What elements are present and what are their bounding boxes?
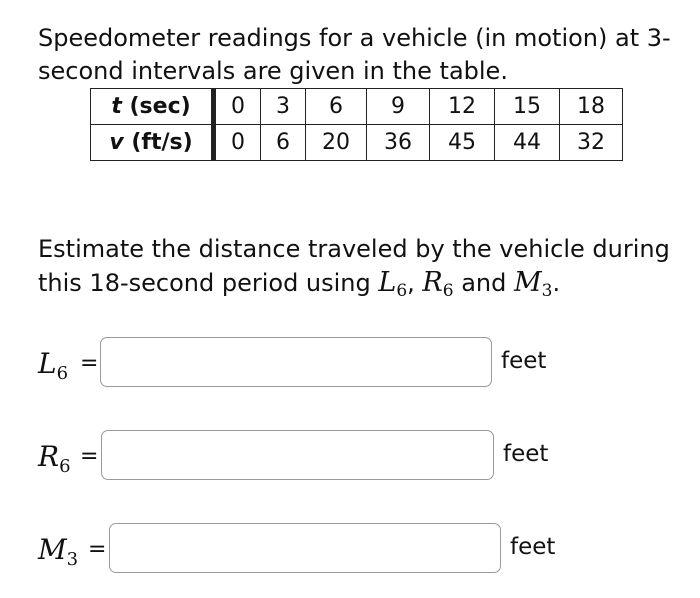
question-lead: Estimate the distance traveled by the vehicle during this 18-second period using xyxy=(38,235,670,297)
symbol-letter: M xyxy=(514,267,542,298)
question-period: . xyxy=(552,269,561,297)
symbol-subscript: 6 xyxy=(396,281,408,301)
velocity-unit: (ft/s) xyxy=(123,130,193,155)
m3-answer-input[interactable] xyxy=(109,523,501,573)
unit-label: feet xyxy=(501,348,547,374)
label-letter: M xyxy=(38,533,67,566)
label-subscript: 3 xyxy=(66,549,79,570)
table-cell: 9 xyxy=(367,89,430,125)
unit-label: feet xyxy=(503,441,549,467)
table-cell: 20 xyxy=(306,125,367,161)
table-cell: 44 xyxy=(495,125,560,161)
l6-answer-input[interactable] xyxy=(100,337,492,387)
table-cell: 3 xyxy=(261,89,306,125)
symbol-subscript: 3 xyxy=(541,281,553,301)
table-cell: 15 xyxy=(495,89,560,125)
intro-text: Speedometer readings for a vehicle (in motion) at 3-second intervals are given in the table. xyxy=(38,24,671,85)
table-cell: 0 xyxy=(214,89,261,125)
row-header-time xyxy=(91,89,214,125)
table-cell: 6 xyxy=(261,125,306,161)
equals-sign: = xyxy=(88,537,107,562)
table-cell: 36 xyxy=(367,125,430,161)
symbol-l6 xyxy=(378,267,408,301)
r6-answer-input[interactable] xyxy=(101,430,494,480)
row-header-velocity xyxy=(91,125,214,161)
label-subscript: 6 xyxy=(59,456,71,477)
symbol-r6 xyxy=(422,267,454,301)
time-unit: (sec) xyxy=(121,94,191,119)
label-letter: L xyxy=(38,347,57,380)
table-cell: 45 xyxy=(430,125,495,161)
symbol-subscript: 6 xyxy=(442,281,454,301)
separator: and xyxy=(453,269,515,297)
table-cell: 18 xyxy=(560,89,623,125)
unit-label: feet xyxy=(510,534,556,560)
question-text xyxy=(38,232,688,300)
separator: , xyxy=(407,269,423,297)
label-letter: R xyxy=(38,440,60,473)
symbol-letter: R xyxy=(422,267,443,298)
symbol-letter: L xyxy=(378,267,397,298)
table-cell: 6 xyxy=(306,89,367,125)
symbol-m3 xyxy=(514,267,553,301)
answer-label-m3 xyxy=(38,533,79,570)
equals-sign: = xyxy=(80,444,99,469)
table-cell: 32 xyxy=(560,125,623,161)
label-subscript: 6 xyxy=(56,363,69,384)
table-row-velocity xyxy=(91,125,623,161)
equals-sign: = xyxy=(80,351,99,376)
speed-data-table xyxy=(90,88,623,161)
velocity-variable: v xyxy=(109,130,124,155)
table-cell: 0 xyxy=(214,125,261,161)
table-cell: 12 xyxy=(430,89,495,125)
answer-label-r6 xyxy=(38,440,71,477)
answer-label-l6 xyxy=(38,347,69,384)
table-row-time xyxy=(91,89,623,125)
time-variable: t xyxy=(111,94,122,119)
